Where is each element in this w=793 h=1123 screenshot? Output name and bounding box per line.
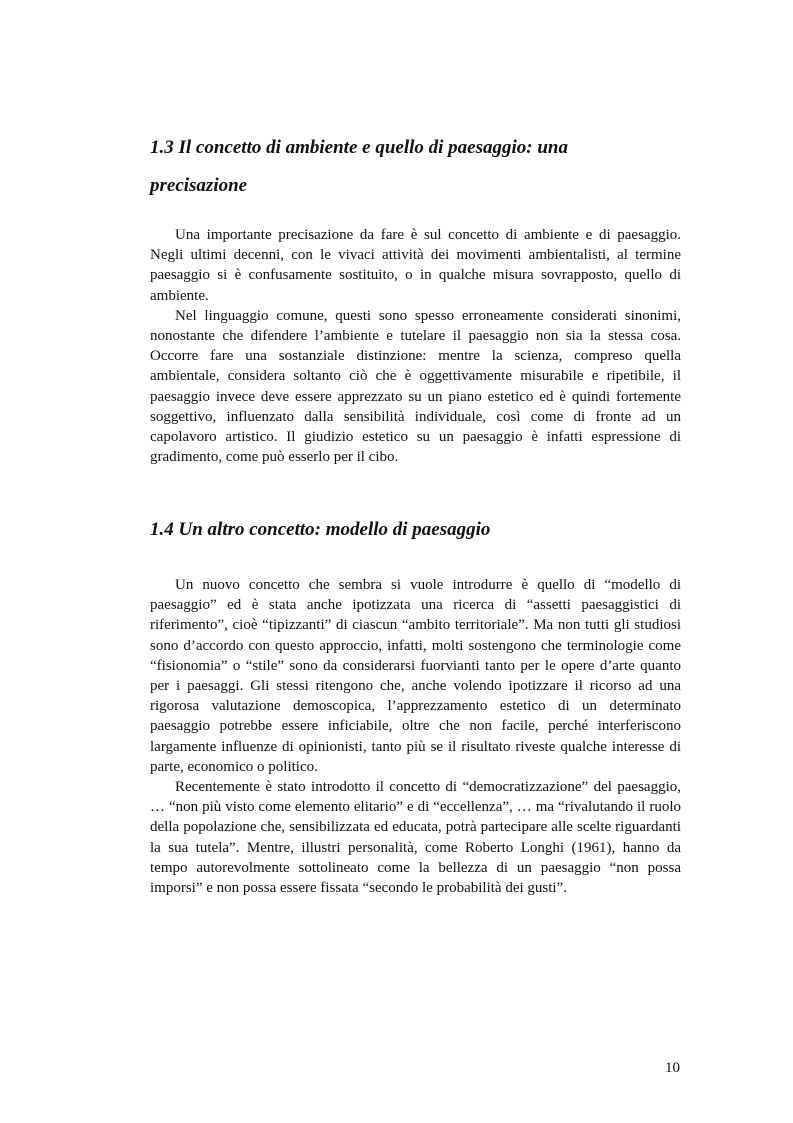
section-heading-1-4 <box>150 518 690 542</box>
heading-line: 1.4 Un altro concetto: modello di paesaggio <box>150 519 491 540</box>
heading-line: 1.3 Il concetto di ambiente e quello di paesaggio: una <box>150 137 568 158</box>
paragraph: Una importante precisazione da fare è sul concetto di ambiente e di paesaggio. Negli ultimi decenni, con le vivaci attività dei movimenti ambientalisti, al termine paesaggio si è confusamente sostituito, o in qualche misura sovrapposto, quello di ambiente. <box>150 227 681 304</box>
paragraph: Un nuovo concetto che sembra si vuole introdurre è quello di “modello di paesaggio” ed è stata anche ipotizzata una ricerca di “assetti paesaggistici di riferimento”, cioè “tipizzanti” di ciascun “ambito territoriale”. Ma non tutti gli studiosi sono d’accordo con questo approccio, infatti, molti sostengono che terminologie come “fisionomia” o “stile” sono da considerarsi fuorvianti tanto per le opere d’arte quanto per i paesaggi. Gli stessi ritengono che, anche volendo ipotizzare il ricorso ad una rigorosa valutazione demoscopica, l’apprezzamento estetico di un determinato paesaggio potrebbe essere inficiabile, oltre che non facile, perché interferiscono largamente influenze di opinionisti, tanto più se il risultato riveste qualche interesse di parte, economico o politico. <box>150 577 681 775</box>
heading-line: precisazione <box>150 175 248 196</box>
paragraph: Recentemente è stato introdotto il concetto di “democratizzazione” del paesaggio, … “non più visto come elemento elitario” e di “eccellenza”, … ma “rivalutando il ruolo della popolazione che, sensibilizzata ed educata, potrà partecipare alle scelte riguardanti la sua tutela”. Mentre, illustri personalità, come Roberto Longhi (1961), hanno da tempo autorevolmente sottolineato come la bellezza di un paesaggio “non possa imporsi” e non possa essere fissata “secondo le probabilità dei gusti”. <box>150 779 681 897</box>
paragraph: Nel linguaggio comune, questi sono spesso erroneamente considerati sinonimi, nonostante che difendere l’ambiente e tutelare il paesaggio non sia la stessa cosa. Occorre fare una sostanziale distinzione: mentre la scienza, compreso quella ambientale, considera soltanto ciò che è oggettivamente misurabile e ripetibile, il paesaggio invece deve essere apprezzato su un piano estetico ed è quindi fortemente soggettivo, influenzato dalla sensibilità individuale, così come di fronte ad un capolavoro artistico. Il giudizio estetico su un paesaggio è infatti espressione di gradimento, come può esserlo per il cibo. <box>150 307 681 466</box>
section-heading-1-3 <box>150 129 690 205</box>
section-body-1-4 <box>150 575 681 898</box>
page-number: 10 <box>665 1060 680 1076</box>
section-body-1-3 <box>150 225 681 467</box>
